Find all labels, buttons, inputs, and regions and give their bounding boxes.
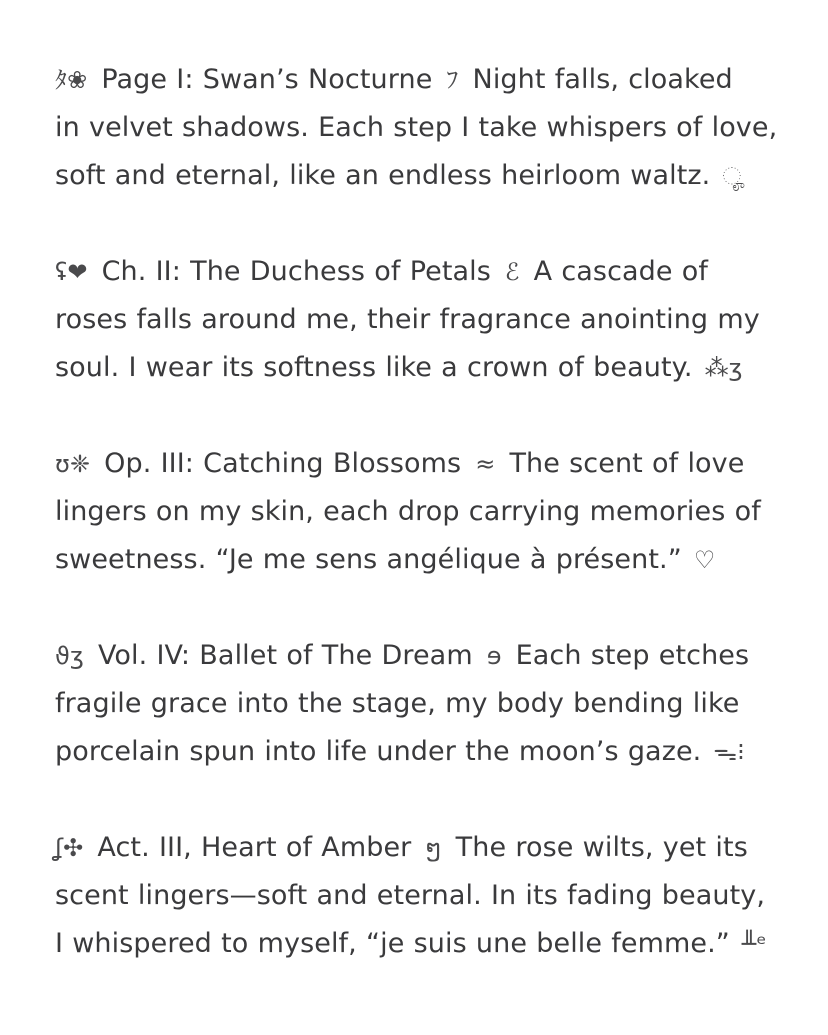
clover-ornament-icon: ʆ✣: [55, 834, 84, 862]
entry-text-line: fragile grace into the stage, my body bending like: [55, 688, 740, 719]
entry-first-line: [55, 248, 785, 296]
entry-text-line: The scent of love: [509, 448, 745, 479]
entry-text-line: Night falls, cloaked: [472, 64, 733, 95]
wave-ornament-icon: ≈: [475, 450, 496, 478]
entry-last-line: [55, 344, 785, 392]
entry-catching-blossoms: [55, 440, 785, 584]
entry-first-line: [55, 440, 785, 488]
entry-ballet-of-the-dream: [55, 632, 785, 776]
entry-text-line: in velvet shadows. Each step I take whispers of love,: [55, 112, 778, 143]
entry-text-line: sweetness. “Je me sens angélique à présent.”: [55, 544, 682, 575]
entry-duchess-of-petals: [55, 248, 785, 392]
moon-ornament-icon: ᯓ⁝: [713, 738, 745, 766]
entry-text-line: porcelain spun into life under the moon’s gaze.: [55, 736, 702, 767]
entry-title: Page I: Swan’s Nocturne: [101, 64, 433, 95]
blossom-ornament-icon: ʊ❈: [55, 450, 91, 478]
entry-last-line: [55, 152, 785, 200]
entry-title: Op. III: Catching Blossoms: [104, 448, 462, 479]
heart-outline-icon: ♡: [693, 546, 716, 574]
entry-text-line: Each step etches: [515, 640, 750, 671]
swirl-ornament-icon: ɘ: [486, 642, 502, 670]
script-ornament-icon: ϑʒ: [55, 642, 84, 670]
entry-heart-of-amber: [55, 824, 785, 968]
entry-text-line: A cascade of: [533, 256, 709, 287]
entry-title: Act. III, Heart of Amber: [97, 832, 412, 863]
entry-first-line: [55, 632, 785, 680]
entry-first-line: [55, 824, 785, 872]
flower-ornament-icon: ﾀ❀: [55, 66, 88, 94]
curl-ornament-icon: ℰ: [504, 258, 520, 286]
entry-text-line: The rose wilts, yet its: [455, 832, 748, 863]
entry-title: Vol. IV: Ballet of The Dream: [97, 640, 473, 671]
entry-text-line: lingers on my skin, each drop carrying memories of: [55, 496, 761, 527]
entry-last-line: [55, 920, 785, 968]
entry-last-line: [55, 536, 785, 584]
entry-text-line: soft and eternal, like an endless heirloom waltz.: [55, 160, 711, 191]
swirl-ornament-icon: ໆ: [425, 834, 442, 862]
entry-title: Ch. II: The Duchess of Petals: [101, 256, 491, 287]
entry-text-line: scent lingers—soft and eternal. In its fading beauty,: [55, 880, 766, 911]
heart-ornament-icon: ʢ❤: [55, 258, 88, 286]
entry-first-line: [55, 56, 785, 104]
entry-text-line: soul. I wear its softness like a crown of beauty.: [55, 352, 693, 383]
sparkle-ornament-icon: ೄ: [722, 162, 746, 190]
stand-ornament-icon: ╨ᵉ: [741, 930, 767, 958]
entry-text-line: I whispered to myself, “je suis une belle femme.”: [55, 928, 730, 959]
entry-swans-nocturne: [55, 56, 785, 200]
swirl-ornament-icon: ﾌ: [446, 66, 459, 94]
poem-page: [55, 56, 785, 1016]
entry-text-line: roses falls around me, their fragrance anointing my: [55, 304, 760, 335]
crown-ornament-icon: ⁂ʒ: [704, 354, 743, 382]
entry-last-line: [55, 728, 785, 776]
